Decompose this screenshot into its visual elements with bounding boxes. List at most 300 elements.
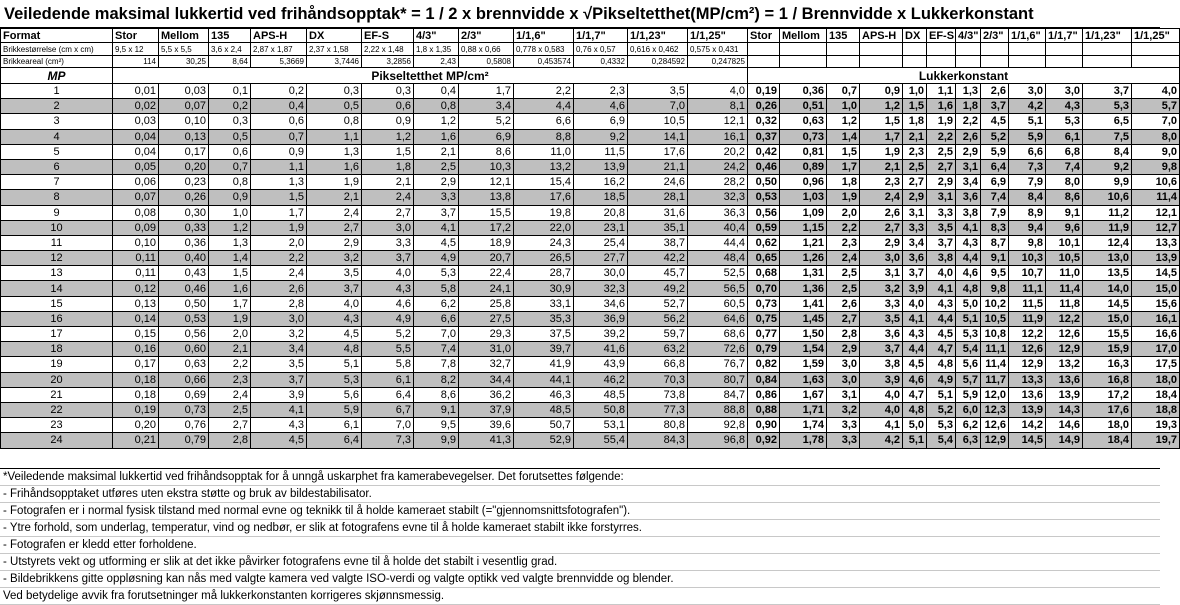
- density-cell: 0,2: [209, 99, 251, 114]
- constant-cell: 8,0: [1046, 175, 1083, 190]
- density-cell: 2,1: [362, 175, 414, 190]
- constant-cell: 3,7: [981, 99, 1009, 114]
- table-row: [1, 342, 1180, 357]
- density-cell: 10,3: [459, 159, 514, 174]
- density-cell: 44,1: [514, 372, 574, 387]
- density-cell: 13,9: [574, 159, 628, 174]
- density-cell: 80,8: [628, 418, 688, 433]
- table-row: [1, 281, 1180, 296]
- constant-cell: 13,0: [1083, 251, 1132, 266]
- density-cell: 4,6: [574, 99, 628, 114]
- constant-cell: 1,7: [860, 129, 903, 144]
- density-cell: 8,6: [414, 387, 459, 402]
- format-header-cell: 135: [209, 29, 251, 43]
- table-row: [1, 387, 1180, 402]
- constant-cell: 2,6: [860, 205, 903, 220]
- constant-cell: 1,8: [903, 114, 927, 129]
- constant-cell: 8,7: [981, 235, 1009, 250]
- constant-cell: 0,51: [780, 99, 827, 114]
- table-row: [1, 205, 1180, 220]
- density-cell: 5,9: [307, 402, 362, 417]
- density-cell: 4,0: [307, 296, 362, 311]
- constant-cell: 12,2: [1009, 327, 1046, 342]
- constant-cell: 4,5: [981, 114, 1009, 129]
- density-cell: 2,9: [414, 175, 459, 190]
- density-cell: 4,9: [414, 251, 459, 266]
- table-row: [1, 175, 1180, 190]
- constant-cell: 14,2: [1009, 418, 1046, 433]
- density-cell: 52,7: [628, 296, 688, 311]
- density-cell: 2,2: [209, 357, 251, 372]
- constant-cell: 4,0: [860, 387, 903, 402]
- density-cell: 40,4: [688, 220, 748, 235]
- constant-cell: 3,6: [903, 251, 927, 266]
- constant-cell: 8,4: [1009, 190, 1046, 205]
- constant-cell: 3,7: [860, 342, 903, 357]
- constant-cell: 2,6: [827, 296, 860, 311]
- constant-cell: 16,3: [1083, 357, 1132, 372]
- constant-cell: 18,0: [1083, 418, 1132, 433]
- density-cell: 8,2: [414, 372, 459, 387]
- constant-cell: 3,9: [860, 372, 903, 387]
- constant-cell: 13,6: [1046, 372, 1083, 387]
- constant-cell: 0,88: [748, 402, 780, 417]
- constant-cell: 3,9: [903, 281, 927, 296]
- mp-cell: 11: [1, 235, 113, 250]
- empty-cell: [927, 56, 956, 68]
- constant-format-header-cell: 135: [827, 29, 860, 43]
- constant-cell: 2,9: [927, 175, 956, 190]
- density-cell: 4,1: [251, 402, 307, 417]
- density-cell: 32,3: [574, 281, 628, 296]
- constant-cell: 9,1: [981, 251, 1009, 266]
- mp-cell: 17: [1, 327, 113, 342]
- constant-cell: 9,1: [1046, 205, 1083, 220]
- density-cell: 7,0: [628, 99, 688, 114]
- density-cell: 0,17: [113, 357, 159, 372]
- density-cell: 0,30: [159, 205, 209, 220]
- constant-cell: 4,9: [927, 372, 956, 387]
- constant-cell: 4,0: [1132, 84, 1180, 99]
- density-cell: 39,7: [514, 342, 574, 357]
- density-cell: 1,9: [209, 311, 251, 326]
- mp-label: MP: [1, 68, 113, 84]
- density-cell: 6,9: [574, 114, 628, 129]
- constant-cell: 19,3: [1132, 418, 1180, 433]
- density-cell: 0,5: [307, 99, 362, 114]
- empty-cell: [780, 43, 827, 56]
- density-cell: 1,2: [209, 220, 251, 235]
- density-cell: 2,6: [251, 281, 307, 296]
- sensor-size-cell: 1,8 x 1,35: [414, 43, 459, 56]
- density-cell: 29,3: [459, 327, 514, 342]
- density-cell: 2,4: [209, 387, 251, 402]
- density-cell: 84,3: [628, 433, 688, 448]
- constant-cell: 9,8: [1132, 159, 1180, 174]
- sensor-size-cell: 0,778 x 0,583: [514, 43, 574, 56]
- constant-cell: 1,59: [780, 357, 827, 372]
- constant-cell: 3,7: [927, 235, 956, 250]
- density-cell: 41,6: [574, 342, 628, 357]
- constant-cell: 9,2: [1083, 159, 1132, 174]
- density-cell: 0,03: [113, 114, 159, 129]
- density-cell: 4,0: [688, 84, 748, 99]
- density-cell: 23,1: [574, 220, 628, 235]
- density-cell: 49,2: [628, 281, 688, 296]
- density-cell: 96,8: [688, 433, 748, 448]
- constant-cell: 0,68: [748, 266, 780, 281]
- density-cell: 14,1: [628, 129, 688, 144]
- mp-cell: 21: [1, 387, 113, 402]
- constant-cell: 2,2: [927, 129, 956, 144]
- density-label: Pikseltetthet MP/cm²: [113, 68, 748, 84]
- constant-cell: 2,1: [903, 129, 927, 144]
- constant-format-header-cell: APS-H: [860, 29, 903, 43]
- constant-cell: 3,2: [860, 281, 903, 296]
- sensor-size-cell: 2,37 x 1,58: [307, 43, 362, 56]
- density-cell: 2,3: [209, 372, 251, 387]
- constant-cell: 2,5: [927, 144, 956, 159]
- density-cell: 0,8: [307, 114, 362, 129]
- density-cell: 37,9: [459, 402, 514, 417]
- density-cell: 1,5: [251, 190, 307, 205]
- constant-cell: 3,2: [827, 402, 860, 417]
- constant-cell: 13,3: [1132, 235, 1180, 250]
- density-cell: 0,04: [113, 144, 159, 159]
- constant-cell: 2,5: [827, 281, 860, 296]
- constant-cell: 9,6: [1046, 220, 1083, 235]
- empty-cell: [748, 43, 780, 56]
- format-header-row: [1, 29, 1180, 43]
- constant-cell: 5,4: [927, 433, 956, 448]
- density-cell: 32,3: [688, 190, 748, 205]
- constant-cell: 4,1: [903, 311, 927, 326]
- empty-cell: [1132, 56, 1180, 68]
- constant-cell: 1,63: [780, 372, 827, 387]
- density-cell: 2,1: [209, 342, 251, 357]
- constant-cell: 11,1: [1009, 281, 1046, 296]
- density-cell: 0,10: [159, 114, 209, 129]
- density-cell: 0,46: [159, 281, 209, 296]
- density-cell: 8,6: [459, 144, 514, 159]
- density-cell: 59,7: [628, 327, 688, 342]
- table-row: [1, 372, 1180, 387]
- sensor-area-cell: 5,3669: [251, 56, 307, 68]
- constant-cell: 11,7: [981, 372, 1009, 387]
- mp-cell: 14: [1, 281, 113, 296]
- density-cell: 10,5: [628, 114, 688, 129]
- constant-cell: 11,5: [1009, 296, 1046, 311]
- sensor-size-cell: 0,575 x 0,431: [688, 43, 748, 56]
- density-cell: 0,56: [159, 327, 209, 342]
- density-cell: 0,09: [113, 220, 159, 235]
- density-cell: 17,6: [628, 144, 688, 159]
- constant-cell: 1,09: [780, 205, 827, 220]
- density-cell: 46,2: [574, 372, 628, 387]
- density-cell: 0,63: [159, 357, 209, 372]
- constant-cell: 13,9: [1009, 402, 1046, 417]
- empty-cell: [827, 43, 860, 56]
- constant-cell: 11,4: [1132, 190, 1180, 205]
- constant-cell: 13,3: [1009, 372, 1046, 387]
- constant-cell: 2,6: [981, 84, 1009, 99]
- constant-cell: 8,6: [1046, 190, 1083, 205]
- density-cell: 9,2: [574, 129, 628, 144]
- constant-cell: 0,26: [748, 99, 780, 114]
- empty-cell: [1046, 56, 1083, 68]
- constant-cell: 18,4: [1132, 387, 1180, 402]
- density-cell: 7,3: [362, 433, 414, 448]
- constant-cell: 6,9: [981, 175, 1009, 190]
- constant-cell: 17,0: [1132, 342, 1180, 357]
- empty-cell: [860, 43, 903, 56]
- constant-cell: 1,45: [780, 311, 827, 326]
- constant-cell: 3,0: [1046, 84, 1083, 99]
- constant-cell: 3,8: [927, 251, 956, 266]
- density-cell: 0,1: [209, 84, 251, 99]
- density-cell: 0,13: [113, 296, 159, 311]
- constant-cell: 1,50: [780, 327, 827, 342]
- constant-cell: 1,78: [780, 433, 827, 448]
- constant-cell: 1,8: [827, 175, 860, 190]
- sensor-size-label: Brikkestørrelse (cm x cm): [1, 43, 113, 56]
- mp-cell: 22: [1, 402, 113, 417]
- constant-cell: 10,1: [1046, 235, 1083, 250]
- sensor-area-cell: 2,43: [414, 56, 459, 68]
- density-cell: 0,10: [113, 235, 159, 250]
- footnote-line: - Frihåndsopptaket utføres uten ekstra støtte og bruk av bildestabilisator.: [0, 486, 1160, 503]
- constant-cell: 3,3: [927, 205, 956, 220]
- sensor-size-cell: 0,616 x 0,462: [628, 43, 688, 56]
- density-cell: 15,5: [459, 205, 514, 220]
- sensor-area-cell: 0,453574: [514, 56, 574, 68]
- constant-cell: 11,9: [1083, 220, 1132, 235]
- constant-cell: 1,36: [780, 281, 827, 296]
- constant-cell: 1,31: [780, 266, 827, 281]
- constant-cell: 10,6: [1132, 175, 1180, 190]
- constant-cell: 7,0: [1132, 114, 1180, 129]
- density-cell: 2,4: [307, 205, 362, 220]
- constant-cell: 1,5: [860, 114, 903, 129]
- density-cell: 34,6: [574, 296, 628, 311]
- density-cell: 4,5: [414, 235, 459, 250]
- constant-cell: 4,0: [903, 296, 927, 311]
- density-cell: 22,4: [459, 266, 514, 281]
- mp-cell: 19: [1, 357, 113, 372]
- density-cell: 1,9: [307, 175, 362, 190]
- density-cell: 17,2: [459, 220, 514, 235]
- constant-cell: 2,3: [827, 235, 860, 250]
- constant-cell: 12,0: [981, 387, 1009, 402]
- density-cell: 0,07: [159, 99, 209, 114]
- density-cell: 0,15: [113, 327, 159, 342]
- density-cell: 3,2: [251, 327, 307, 342]
- data-table: [0, 28, 1180, 449]
- density-cell: 22,0: [514, 220, 574, 235]
- sensor-area-label: Brikkeareal (cm²): [1, 56, 113, 68]
- density-cell: 30,9: [514, 281, 574, 296]
- constant-cell: 3,8: [956, 205, 981, 220]
- density-cell: 1,3: [251, 175, 307, 190]
- density-cell: 4,5: [307, 327, 362, 342]
- table-row: [1, 327, 1180, 342]
- density-cell: 0,5: [209, 129, 251, 144]
- density-cell: 2,0: [209, 327, 251, 342]
- density-cell: 7,4: [414, 342, 459, 357]
- density-cell: 3,4: [459, 99, 514, 114]
- constant-cell: 1,7: [827, 159, 860, 174]
- constant-format-header-cell: EF-S: [927, 29, 956, 43]
- constant-cell: 2,2: [956, 114, 981, 129]
- constant-cell: 2,9: [903, 190, 927, 205]
- density-cell: 3,0: [362, 220, 414, 235]
- constant-cell: 9,0: [1132, 144, 1180, 159]
- constant-cell: 1,4: [827, 129, 860, 144]
- constant-cell: 4,2: [860, 433, 903, 448]
- constant-cell: 0,82: [748, 357, 780, 372]
- density-cell: 0,66: [159, 372, 209, 387]
- density-cell: 12,1: [459, 175, 514, 190]
- density-cell: 1,8: [362, 159, 414, 174]
- mp-cell: 8: [1, 190, 113, 205]
- density-cell: 0,7: [251, 129, 307, 144]
- density-cell: 35,1: [628, 220, 688, 235]
- constant-cell: 1,74: [780, 418, 827, 433]
- constant-cell: 18,0: [1132, 372, 1180, 387]
- constant-cell: 13,5: [1083, 266, 1132, 281]
- density-cell: 0,9: [209, 190, 251, 205]
- constant-cell: 6,4: [981, 159, 1009, 174]
- density-cell: 3,7: [414, 205, 459, 220]
- density-cell: 8,1: [688, 99, 748, 114]
- density-cell: 32,7: [459, 357, 514, 372]
- density-cell: 34,4: [459, 372, 514, 387]
- mp-cell: 23: [1, 418, 113, 433]
- density-cell: 0,14: [113, 311, 159, 326]
- density-cell: 31,6: [628, 205, 688, 220]
- density-cell: 45,7: [628, 266, 688, 281]
- density-cell: 0,6: [251, 114, 307, 129]
- density-cell: 46,3: [514, 387, 574, 402]
- density-cell: 55,4: [574, 433, 628, 448]
- format-header-cell: 4/3": [414, 29, 459, 43]
- density-cell: 5,2: [362, 327, 414, 342]
- empty-cell: [927, 43, 956, 56]
- constant-cell: 4,3: [956, 235, 981, 250]
- sensor-size-cell: 5,5 x 5,5: [159, 43, 209, 56]
- constant-cell: 1,5: [903, 99, 927, 114]
- density-cell: 56,5: [688, 281, 748, 296]
- sensor-area-cell: 0,4332: [574, 56, 628, 68]
- footnote-line: - Bildebrikkens gitte oppløsning kan nås med valgte kamera ved valgte ISO-verdi og valgte optikk ved valgte brennvidde og blender.: [0, 571, 1160, 588]
- sensor-area-cell: 0,284592: [628, 56, 688, 68]
- constant-cell: 13,2: [1046, 357, 1083, 372]
- density-cell: 43,9: [574, 357, 628, 372]
- density-cell: 3,3: [414, 190, 459, 205]
- constant-cell: 13,6: [1009, 387, 1046, 402]
- density-cell: 0,6: [209, 144, 251, 159]
- constant-cell: 0,86: [748, 387, 780, 402]
- constant-cell: 10,2: [981, 296, 1009, 311]
- density-cell: 5,8: [414, 281, 459, 296]
- density-cell: 0,07: [113, 190, 159, 205]
- density-cell: 48,5: [574, 387, 628, 402]
- constant-cell: 0,50: [748, 175, 780, 190]
- mp-cell: 20: [1, 372, 113, 387]
- constant-cell: 16,1: [1132, 311, 1180, 326]
- constant-cell: 4,3: [927, 296, 956, 311]
- density-cell: 41,3: [459, 433, 514, 448]
- density-cell: 19,8: [514, 205, 574, 220]
- constant-format-header-cell: Mellom: [780, 29, 827, 43]
- density-cell: 0,11: [113, 251, 159, 266]
- density-cell: 13,2: [514, 159, 574, 174]
- constant-cell: 2,1: [860, 159, 903, 174]
- density-cell: 0,06: [113, 175, 159, 190]
- constant-cell: 11,4: [981, 357, 1009, 372]
- format-header-cell: APS-H: [251, 29, 307, 43]
- constant-cell: 0,37: [748, 129, 780, 144]
- constant-cell: 0,84: [748, 372, 780, 387]
- format-label: Format: [1, 29, 113, 43]
- constant-cell: 1,2: [827, 114, 860, 129]
- constant-cell: 3,0: [1009, 84, 1046, 99]
- density-cell: 3,4: [251, 342, 307, 357]
- constant-cell: 17,2: [1083, 387, 1132, 402]
- empty-cell: [780, 56, 827, 68]
- density-cell: 3,9: [251, 387, 307, 402]
- density-cell: 36,3: [688, 205, 748, 220]
- constant-cell: 1,8: [956, 99, 981, 114]
- sensor-area-cell: 0,5808: [459, 56, 514, 68]
- mp-cell: 2: [1, 99, 113, 114]
- density-cell: 0,05: [113, 159, 159, 174]
- format-header-cell: 1/1,23": [628, 29, 688, 43]
- constant-cell: 14,3: [1046, 402, 1083, 417]
- constant-cell: 2,0: [827, 205, 860, 220]
- density-cell: 50,8: [574, 402, 628, 417]
- constant-cell: 5,6: [956, 357, 981, 372]
- constant-cell: 5,9: [1009, 129, 1046, 144]
- density-cell: 2,8: [251, 296, 307, 311]
- sensor-area-cell: 8,64: [209, 56, 251, 68]
- footnote-line: - Fotografen er kledd etter forholdene.: [0, 537, 1160, 554]
- constant-cell: 9,4: [1009, 220, 1046, 235]
- constant-cell: 9,8: [1009, 235, 1046, 250]
- density-cell: 3,5: [307, 266, 362, 281]
- constant-cell: 2,5: [827, 266, 860, 281]
- mp-cell: 7: [1, 175, 113, 190]
- density-cell: 1,7: [459, 84, 514, 99]
- constant-cell: 6,3: [956, 433, 981, 448]
- density-cell: 2,7: [307, 220, 362, 235]
- density-cell: 0,01: [113, 84, 159, 99]
- constant-cell: 12,4: [1083, 235, 1132, 250]
- density-cell: 30,0: [574, 266, 628, 281]
- density-cell: 0,19: [113, 402, 159, 417]
- density-cell: 0,8: [209, 175, 251, 190]
- constant-cell: 5,4: [956, 342, 981, 357]
- density-cell: 1,7: [209, 296, 251, 311]
- density-cell: 36,2: [459, 387, 514, 402]
- density-cell: 6,1: [307, 418, 362, 433]
- format-header-cell: 1/1,7": [574, 29, 628, 43]
- constant-cell: 6,8: [1046, 144, 1083, 159]
- constant-cell: 12,9: [1046, 342, 1083, 357]
- table-row: [1, 433, 1180, 448]
- density-cell: 60,5: [688, 296, 748, 311]
- constant-cell: 4,5: [927, 327, 956, 342]
